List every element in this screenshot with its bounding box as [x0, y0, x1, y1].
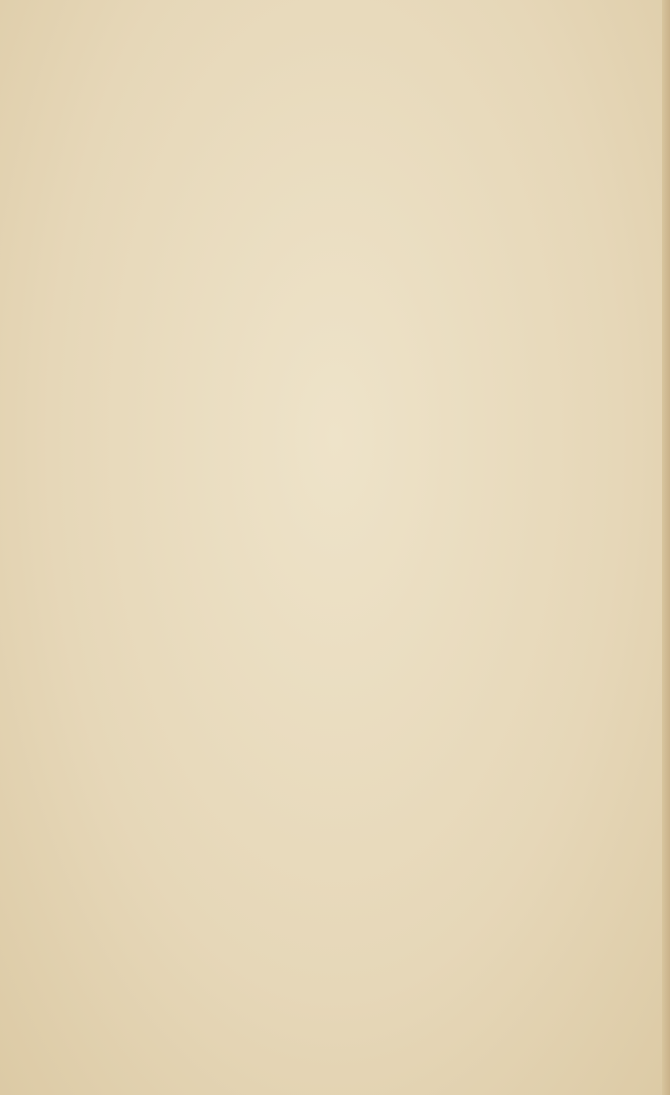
page-edge: [662, 0, 670, 1095]
